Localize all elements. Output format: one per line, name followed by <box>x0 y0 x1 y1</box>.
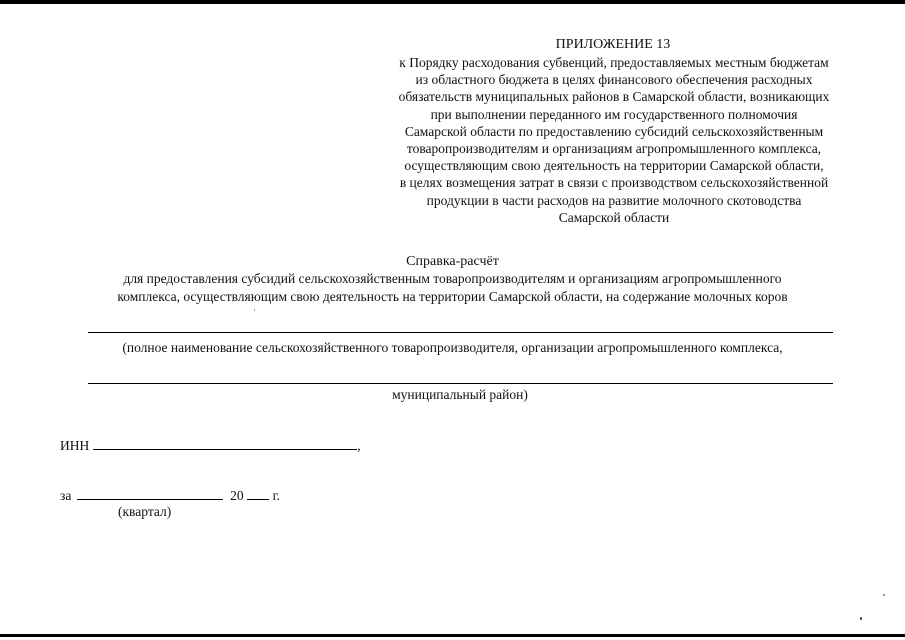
organization-name-caption: (полное наименование сельскохозяйственного товаропроизводителя, организации агропромышленного комплекса, <box>122 340 783 355</box>
inn-suffix: , <box>357 438 361 453</box>
inn-blank-line <box>93 436 357 450</box>
appendix-subtitle: к Порядку расходования субвенций, предоставляемых местным бюджетам из областного бюджета в целях финансового обеспечения расходных обязательств муниципальных районов в Самарской области, возникающих при выполнении переданного им государственного полномочия Самарской области по предоставлению субсидий сельскохозяйственным товаропроизводителям и организациям агропромышленного комплекса, осуществляющим свою деятельность на территории Самарской области, в целях возмещения затрат в связи с производством сельскохозяйственной продукции в части расходов на развитие молочного скотоводства Самарской области <box>398 55 830 225</box>
quarter-caption: (квартал) <box>118 504 172 519</box>
year-suffix: г. <box>272 488 280 503</box>
appendix-title: ПРИЛОЖЕНИЕ 13 <box>555 37 671 52</box>
scan-top-border <box>0 0 905 4</box>
district-line <box>88 383 833 384</box>
inn-row <box>60 436 361 454</box>
document-purpose: для предоставления субсидий сельскохозяйственным товаропроизводителям и организациям агропромышленного комплекса, осуществляющим свою деятельность на территории Самарской области, на содержание молочных коров <box>117 271 788 304</box>
scan-bottom-border <box>0 634 905 637</box>
period-prefix: за <box>60 488 72 503</box>
organization-name-line <box>88 332 833 333</box>
scan-speck <box>254 309 255 311</box>
year-prefix: 20 <box>230 488 244 503</box>
quarter-blank-line <box>77 486 223 500</box>
year-blank-line <box>247 486 269 500</box>
inn-label: ИНН <box>60 438 90 453</box>
period-row <box>60 486 280 504</box>
document-heading: Справка-расчёт <box>406 254 499 269</box>
district-caption: муниципальный район) <box>392 387 528 402</box>
scan-speck <box>883 594 885 596</box>
scan-speck <box>860 617 862 620</box>
